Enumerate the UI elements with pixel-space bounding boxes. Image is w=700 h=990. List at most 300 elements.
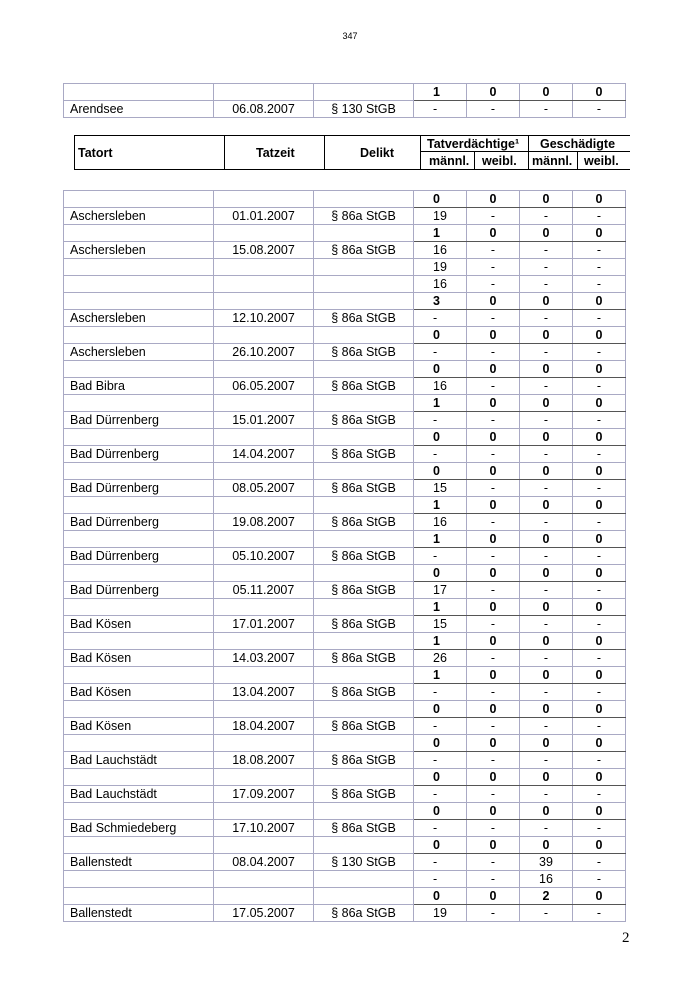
cell-ges-maennl: 0: [520, 463, 573, 480]
cell-ges-maennl: 0: [520, 837, 573, 854]
cell-tv-maennl: 1: [414, 633, 467, 650]
cell-ges-maennl: -: [520, 718, 573, 735]
cell-ges-weibl: -: [573, 101, 626, 118]
cell-tatort: Bad Dürrenberg: [64, 548, 214, 565]
cell-tatzeit: [214, 803, 314, 820]
cell-tatzeit: 08.05.2007: [214, 480, 314, 497]
table-row: [64, 463, 626, 480]
cell-tatort: [64, 565, 214, 582]
cell-ges-maennl: 0: [520, 803, 573, 820]
cell-delikt: [314, 735, 414, 752]
main-table: [63, 190, 626, 922]
table-row: [64, 327, 626, 344]
cell-delikt: [314, 667, 414, 684]
cell-tatort: [64, 225, 214, 242]
table-row: [64, 293, 626, 310]
cell-ges-maennl: -: [520, 378, 573, 395]
cell-delikt: § 86a StGB: [314, 820, 414, 837]
cell-ges-weibl: -: [573, 344, 626, 361]
cell-tv-weibl: 0: [467, 361, 520, 378]
cell-delikt: [314, 429, 414, 446]
table-row: [64, 84, 626, 101]
cell-tatzeit: [214, 429, 314, 446]
cell-tatzeit: [214, 837, 314, 854]
cell-ges-weibl: -: [573, 310, 626, 327]
table-row: [64, 888, 626, 905]
cell-ges-maennl: 0: [520, 633, 573, 650]
table-row: [64, 565, 626, 582]
table-row: [64, 616, 626, 633]
cell-tatort: Bad Dürrenberg: [64, 446, 214, 463]
cell-tv-maennl: -: [414, 412, 467, 429]
cell-ges-maennl: 0: [520, 667, 573, 684]
table-row: [64, 633, 626, 650]
cell-tv-maennl: 1: [414, 225, 467, 242]
table-row: [64, 684, 626, 701]
cell-tatzeit: [214, 667, 314, 684]
cell-tatzeit: 12.10.2007: [214, 310, 314, 327]
table-row: [64, 531, 626, 548]
cell-tv-maennl: 0: [414, 803, 467, 820]
cell-tatzeit: 05.11.2007: [214, 582, 314, 599]
table-row: [64, 395, 626, 412]
table-row: [64, 497, 626, 514]
cell-ges-weibl: -: [573, 718, 626, 735]
cell-delikt: § 86a StGB: [314, 412, 414, 429]
cell-tv-maennl: -: [414, 854, 467, 871]
cell-tatort: [64, 429, 214, 446]
cell-tatort: [64, 599, 214, 616]
cell-tv-maennl: 19: [414, 208, 467, 225]
cell-delikt: § 130 StGB: [314, 854, 414, 871]
cell-tatort: [64, 888, 214, 905]
cell-ges-maennl: -: [520, 242, 573, 259]
cell-tv-weibl: -: [467, 259, 520, 276]
cell-tatzeit: [214, 259, 314, 276]
cell-tatort: [64, 769, 214, 786]
cell-tatzeit: [214, 531, 314, 548]
cell-ges-maennl: 0: [520, 769, 573, 786]
cell-tatort: [64, 276, 214, 293]
cell-tatzeit: 15.01.2007: [214, 412, 314, 429]
cell-tv-weibl: 0: [467, 633, 520, 650]
cell-ges-weibl: 0: [573, 225, 626, 242]
cell-ges-weibl: 0: [573, 837, 626, 854]
cell-tv-weibl: 0: [467, 463, 520, 480]
cell-tatzeit: 06.05.2007: [214, 378, 314, 395]
cell-tv-maennl: 15: [414, 616, 467, 633]
table-row: [64, 803, 626, 820]
cell-tv-weibl: 0: [467, 769, 520, 786]
cell-tv-maennl: -: [414, 684, 467, 701]
cell-ges-maennl: 0: [520, 531, 573, 548]
cell-ges-maennl: -: [520, 548, 573, 565]
table-row: [64, 718, 626, 735]
header-rule: [577, 152, 578, 170]
cell-delikt: § 86a StGB: [314, 514, 414, 531]
cell-tv-weibl: 0: [467, 293, 520, 310]
table-row: [64, 361, 626, 378]
cell-ges-maennl: 0: [520, 191, 573, 208]
cell-tatzeit: 13.04.2007: [214, 684, 314, 701]
cell-delikt: [314, 225, 414, 242]
cell-ges-weibl: 0: [573, 429, 626, 446]
cell-tatort: [64, 395, 214, 412]
cell-ges-weibl: 0: [573, 667, 626, 684]
cell-ges-weibl: -: [573, 242, 626, 259]
cell-delikt: [314, 888, 414, 905]
cell-tv-maennl: 0: [414, 565, 467, 582]
cell-tatort: [64, 531, 214, 548]
cell-tv-weibl: -: [467, 514, 520, 531]
top-table: [63, 83, 626, 118]
cell-ges-maennl: -: [520, 446, 573, 463]
cell-ges-maennl: 0: [520, 327, 573, 344]
cell-ges-maennl: -: [520, 344, 573, 361]
cell-tatort: [64, 327, 214, 344]
cell-tatort: Aschersleben: [64, 310, 214, 327]
cell-tatzeit: 19.08.2007: [214, 514, 314, 531]
table-row: [64, 101, 626, 118]
cell-tv-maennl: 16: [414, 514, 467, 531]
cell-tv-weibl: 0: [467, 565, 520, 582]
cell-tv-weibl: -: [467, 412, 520, 429]
table-header: [74, 135, 630, 171]
cell-delikt: § 86a StGB: [314, 786, 414, 803]
header-weibl-tv: weibl.: [482, 154, 517, 168]
cell-ges-weibl: 0: [573, 888, 626, 905]
table-row: [64, 752, 626, 769]
cell-ges-weibl: -: [573, 752, 626, 769]
table-row: [64, 480, 626, 497]
cell-tv-weibl: -: [467, 820, 520, 837]
cell-ges-weibl: 0: [573, 84, 626, 101]
cell-tatzeit: [214, 633, 314, 650]
cell-tatort: Bad Schmiedeberg: [64, 820, 214, 837]
cell-ges-maennl: -: [520, 412, 573, 429]
cell-tv-maennl: 0: [414, 327, 467, 344]
table-row: [64, 701, 626, 718]
cell-tatzeit: [214, 327, 314, 344]
cell-delikt: [314, 769, 414, 786]
cell-tv-maennl: 1: [414, 395, 467, 412]
cell-tv-maennl: -: [414, 820, 467, 837]
cell-tv-maennl: 0: [414, 735, 467, 752]
table-row: [64, 837, 626, 854]
cell-ges-maennl: 0: [520, 701, 573, 718]
cell-ges-weibl: -: [573, 820, 626, 837]
cell-delikt: [314, 276, 414, 293]
cell-delikt: [314, 259, 414, 276]
cell-tv-weibl: -: [467, 344, 520, 361]
cell-tv-weibl: 0: [467, 701, 520, 718]
table-row: [64, 769, 626, 786]
cell-ges-maennl: 0: [520, 599, 573, 616]
table-row: [64, 854, 626, 871]
cell-tatzeit: 08.04.2007: [214, 854, 314, 871]
header-rule: [324, 135, 325, 170]
table-row: [64, 191, 626, 208]
cell-tv-weibl: 0: [467, 735, 520, 752]
cell-delikt: § 86a StGB: [314, 446, 414, 463]
cell-tatort: Arendsee: [64, 101, 214, 118]
header-tatort: Tatort: [78, 146, 113, 160]
table-row: [64, 650, 626, 667]
cell-ges-maennl: -: [520, 905, 573, 922]
cell-tv-weibl: -: [467, 208, 520, 225]
cell-tv-maennl: 1: [414, 599, 467, 616]
cell-delikt: [314, 803, 414, 820]
cell-delikt: § 130 StGB: [314, 101, 414, 118]
cell-tv-maennl: 19: [414, 259, 467, 276]
cell-delikt: § 86a StGB: [314, 582, 414, 599]
cell-delikt: § 86a StGB: [314, 242, 414, 259]
table-row: [64, 276, 626, 293]
cell-delikt: § 86a StGB: [314, 752, 414, 769]
cell-tv-maennl: 0: [414, 429, 467, 446]
cell-tv-weibl: 0: [467, 225, 520, 242]
header-rule: [474, 152, 475, 170]
cell-tv-weibl: 0: [467, 327, 520, 344]
cell-tv-weibl: -: [467, 242, 520, 259]
cell-delikt: [314, 871, 414, 888]
header-delikt: Delikt: [360, 146, 395, 160]
cell-ges-weibl: 0: [573, 327, 626, 344]
header-rule: [74, 135, 75, 170]
cell-tv-weibl: 0: [467, 599, 520, 616]
cell-tatort: [64, 84, 214, 101]
cell-ges-maennl: 0: [520, 84, 573, 101]
cell-delikt: § 86a StGB: [314, 684, 414, 701]
cell-ges-maennl: 2: [520, 888, 573, 905]
cell-tv-maennl: 1: [414, 667, 467, 684]
cell-tatzeit: [214, 769, 314, 786]
cell-ges-weibl: 0: [573, 463, 626, 480]
cell-ges-maennl: -: [520, 208, 573, 225]
cell-tv-maennl: 19: [414, 905, 467, 922]
cell-ges-maennl: -: [520, 752, 573, 769]
table-row: [64, 412, 626, 429]
cell-tatzeit: [214, 888, 314, 905]
cell-ges-maennl: -: [520, 582, 573, 599]
cell-tv-maennl: -: [414, 446, 467, 463]
cell-tv-weibl: -: [467, 871, 520, 888]
cell-tv-maennl: 0: [414, 463, 467, 480]
cell-ges-weibl: -: [573, 446, 626, 463]
table-row: [64, 242, 626, 259]
cell-ges-weibl: -: [573, 650, 626, 667]
cell-ges-weibl: 0: [573, 361, 626, 378]
cell-tv-maennl: 1: [414, 531, 467, 548]
cell-ges-weibl: -: [573, 905, 626, 922]
table-row: [64, 786, 626, 803]
cell-ges-maennl: 0: [520, 293, 573, 310]
cell-ges-maennl: -: [520, 650, 573, 667]
cell-ges-maennl: -: [520, 820, 573, 837]
cell-tv-maennl: 16: [414, 378, 467, 395]
header-rule: [224, 135, 225, 170]
cell-ges-maennl: -: [520, 310, 573, 327]
cell-tv-maennl: -: [414, 786, 467, 803]
cell-tatzeit: [214, 395, 314, 412]
cell-delikt: [314, 633, 414, 650]
cell-tv-maennl: -: [414, 752, 467, 769]
cell-tatzeit: [214, 84, 314, 101]
cell-ges-maennl: -: [520, 786, 573, 803]
cell-tv-weibl: -: [467, 276, 520, 293]
table-row: [64, 905, 626, 922]
cell-tatzeit: 26.10.2007: [214, 344, 314, 361]
table-row: [64, 820, 626, 837]
cell-tv-weibl: 0: [467, 191, 520, 208]
cell-tv-maennl: 15: [414, 480, 467, 497]
cell-tv-weibl: -: [467, 752, 520, 769]
cell-ges-maennl: 0: [520, 361, 573, 378]
cell-tv-maennl: 16: [414, 276, 467, 293]
cell-tv-weibl: 0: [467, 837, 520, 854]
cell-ges-weibl: 0: [573, 191, 626, 208]
cell-tv-maennl: 0: [414, 191, 467, 208]
table-row: [64, 514, 626, 531]
cell-delikt: [314, 531, 414, 548]
cell-delikt: [314, 497, 414, 514]
cell-tv-maennl: 0: [414, 888, 467, 905]
cell-tatzeit: [214, 463, 314, 480]
cell-ges-maennl: 39: [520, 854, 573, 871]
cell-ges-maennl: -: [520, 480, 573, 497]
header-weibl-ges: weibl.: [584, 154, 619, 168]
cell-ges-weibl: -: [573, 684, 626, 701]
cell-delikt: § 86a StGB: [314, 718, 414, 735]
cell-delikt: § 86a StGB: [314, 344, 414, 361]
cell-ges-weibl: 0: [573, 769, 626, 786]
cell-tatort: Aschersleben: [64, 208, 214, 225]
cell-tv-maennl: 3: [414, 293, 467, 310]
cell-tatort: Bad Kösen: [64, 718, 214, 735]
cell-delikt: [314, 84, 414, 101]
cell-delikt: [314, 361, 414, 378]
table-row: [64, 548, 626, 565]
cell-ges-maennl: -: [520, 514, 573, 531]
cell-ges-weibl: -: [573, 548, 626, 565]
cell-tv-maennl: 16: [414, 242, 467, 259]
cell-tatort: Bad Kösen: [64, 684, 214, 701]
cell-delikt: [314, 327, 414, 344]
cell-tatzeit: [214, 497, 314, 514]
cell-tv-weibl: -: [467, 480, 520, 497]
cell-tv-maennl: 0: [414, 361, 467, 378]
cell-tv-weibl: -: [467, 378, 520, 395]
cell-ges-maennl: -: [520, 616, 573, 633]
cell-tv-weibl: 0: [467, 667, 520, 684]
cell-tatzeit: 17.09.2007: [214, 786, 314, 803]
cell-tatzeit: [214, 871, 314, 888]
cell-tatzeit: 17.05.2007: [214, 905, 314, 922]
cell-ges-weibl: -: [573, 854, 626, 871]
header-geschaedigte: Geschädigte: [540, 137, 616, 151]
cell-ges-maennl: -: [520, 276, 573, 293]
cell-tatort: Bad Dürrenberg: [64, 514, 214, 531]
cell-tatort: Bad Kösen: [64, 616, 214, 633]
cell-ges-maennl: 0: [520, 395, 573, 412]
header-bottom-rule: [74, 169, 630, 170]
cell-tv-maennl: -: [414, 548, 467, 565]
cell-tatort: Bad Kösen: [64, 650, 214, 667]
cell-tv-weibl: -: [467, 905, 520, 922]
cell-tatort: [64, 293, 214, 310]
cell-delikt: § 86a StGB: [314, 480, 414, 497]
cell-tatzeit: [214, 191, 314, 208]
cell-tatort: [64, 497, 214, 514]
cell-ges-weibl: -: [573, 259, 626, 276]
table-row: [64, 259, 626, 276]
cell-tv-weibl: -: [467, 310, 520, 327]
cell-tatzeit: 18.04.2007: [214, 718, 314, 735]
cell-ges-weibl: -: [573, 480, 626, 497]
table-row: [64, 446, 626, 463]
table-row: [64, 310, 626, 327]
table-row: [64, 429, 626, 446]
cell-tv-weibl: -: [467, 786, 520, 803]
cell-ges-weibl: -: [573, 582, 626, 599]
cell-tv-weibl: -: [467, 854, 520, 871]
page-number: 347: [342, 31, 358, 41]
cell-ges-weibl: 0: [573, 599, 626, 616]
cell-tv-maennl: 17: [414, 582, 467, 599]
cell-ges-maennl: -: [520, 684, 573, 701]
cell-tv-maennl: -: [414, 344, 467, 361]
cell-ges-maennl: 0: [520, 735, 573, 752]
cell-tatort: [64, 259, 214, 276]
cell-tv-maennl: 1: [414, 497, 467, 514]
cell-tv-maennl: -: [414, 101, 467, 118]
cell-tv-maennl: 26: [414, 650, 467, 667]
cell-ges-maennl: 0: [520, 497, 573, 514]
cell-tv-maennl: 1: [414, 84, 467, 101]
cell-tv-weibl: 0: [467, 429, 520, 446]
cell-ges-weibl: -: [573, 412, 626, 429]
cell-tatort: Ballenstedt: [64, 905, 214, 922]
cell-tatort: [64, 191, 214, 208]
cell-tatort: Bad Dürrenberg: [64, 582, 214, 599]
cell-tv-weibl: -: [467, 101, 520, 118]
cell-ges-maennl: -: [520, 101, 573, 118]
cell-delikt: [314, 395, 414, 412]
cell-tatort: Bad Bibra: [64, 378, 214, 395]
cell-tatort: [64, 803, 214, 820]
cell-delikt: [314, 293, 414, 310]
cell-tatzeit: [214, 735, 314, 752]
cell-ges-weibl: 0: [573, 293, 626, 310]
table-row: [64, 225, 626, 242]
cell-delikt: [314, 837, 414, 854]
cell-tv-maennl: -: [414, 871, 467, 888]
cell-delikt: § 86a StGB: [314, 905, 414, 922]
table-row: [64, 582, 626, 599]
cell-delikt: [314, 463, 414, 480]
cell-tv-weibl: -: [467, 582, 520, 599]
cell-tatort: [64, 735, 214, 752]
header-tatzeit: Tatzeit: [256, 146, 295, 160]
cell-delikt: § 86a StGB: [314, 616, 414, 633]
cell-tv-weibl: 0: [467, 497, 520, 514]
cell-ges-maennl: 0: [520, 429, 573, 446]
cell-tv-maennl: 0: [414, 837, 467, 854]
cell-ges-maennl: 16: [520, 871, 573, 888]
cell-tatzeit: 15.08.2007: [214, 242, 314, 259]
cell-tv-weibl: 0: [467, 888, 520, 905]
cell-ges-weibl: 0: [573, 701, 626, 718]
